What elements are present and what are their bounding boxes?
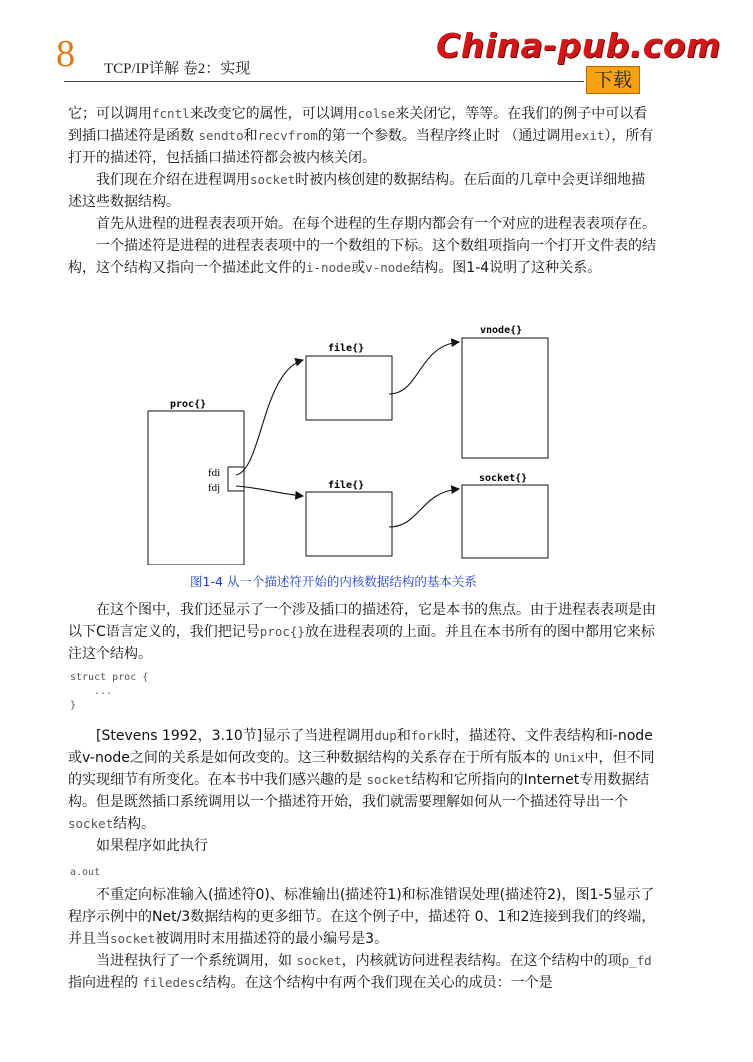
text-run: 指向进程的 <box>68 975 143 991</box>
fd-slot <box>228 467 244 491</box>
code-identifier: exit <box>574 128 605 143</box>
code-identifier: fcntl <box>152 106 190 121</box>
code-identifier: recvfrom <box>257 128 318 143</box>
page-number: 8 <box>56 33 75 75</box>
paragraph-1 <box>68 103 656 169</box>
fdj-label: fdj <box>208 482 221 494</box>
china-pub-logo[interactable]: China-pub.com <box>436 26 721 65</box>
text-block-end <box>68 884 656 994</box>
text-run: 结构。图1-4说明了这种关系。 <box>410 260 602 276</box>
code-identifier: p_fd <box>621 953 652 968</box>
text-run: 在这个图中，我们还显示了一个涉及插口的描述符，它是本书的焦点。由于进程表表项是由以下C语言定义的，我们把记号 <box>68 602 656 640</box>
code-identifier: socket <box>366 772 412 787</box>
code-identifier: socket <box>110 931 156 946</box>
text-run: 它；可以调用 <box>68 106 152 122</box>
text-run: 和 <box>396 728 411 744</box>
text-run: 一个描述符是进程的进程表表项中的一个数组的下标。这个数组项指向一个打开文件表的结构，这个结构又指向一个描述此文件的 <box>68 238 656 276</box>
arrow-fdj-to-file <box>236 486 303 496</box>
text-run: 我们现在介绍在进程调用 <box>96 172 250 188</box>
text-run: 来改变它的属性，可以调用 <box>189 106 358 122</box>
paragraph-7: 如果程序如此执行 <box>96 838 208 854</box>
socket-label: socket{} <box>479 473 528 484</box>
text-run: 当进程执行了一个系统调用，如 <box>96 953 297 969</box>
code-identifier: fork <box>410 728 441 743</box>
text-run: 和 <box>243 128 258 144</box>
running-head: TCP/IP详解 卷2：实现 <box>104 61 251 77</box>
code-identifier: sendto <box>198 128 244 143</box>
file-box-bottom <box>306 492 392 556</box>
text-run: ，内核就访问进程表结构。在这个结构中的项 <box>341 953 622 969</box>
text-run: 放在进程表项的上面。并且在本书所有的图中都用它来标注这个结构。 <box>68 624 655 662</box>
text-run: 结构。在这个结构中有两个我们现在关心的成员：一个是 <box>202 975 553 991</box>
text-run: 时，描述符、文件表结构和i-node或v-node之间的关系是如何改变的。这三种数据结构的关系存在于所有版本的 <box>68 728 653 766</box>
paragraph-3: 首先从进程的进程表表项开始。在每个进程的生存期内都会有一个对应的进程表表项存在。 <box>96 216 656 232</box>
arrow-fdi-to-file <box>236 360 303 475</box>
code-a-out: a.out <box>70 867 101 878</box>
vnode-box <box>462 338 548 458</box>
code-identifier: socket <box>296 953 342 968</box>
text-run: 或 <box>351 260 366 276</box>
header-rule <box>64 81 584 82</box>
text-run: 不重定向标准输入(描述符0)、标准输出(描述符1)和标准错误处理(描述符2)，图1-5显示了程序示例中的Net/3数据结构的更多细节。在这个例子中，描述符 0、1和2连接到我们的终端，并且当 <box>68 887 656 947</box>
text-block-bottom <box>68 725 656 857</box>
code-identifier: socket <box>68 816 114 831</box>
text-run: ），所有打开的描述符，包括插口描述符都会被内核关闭。 <box>68 128 654 166</box>
paragraph-8 <box>68 884 656 950</box>
vnode-label: vnode{} <box>480 325 523 336</box>
paragraph-9 <box>68 950 656 994</box>
proc-label: proc{} <box>170 399 207 410</box>
code-identifier: Unix <box>554 750 585 765</box>
code-identifier: filedesc <box>142 975 203 990</box>
paragraph-4 <box>68 235 656 279</box>
code-identifier: socket <box>250 172 296 187</box>
code-struct-proc: struct proc { ... } <box>70 672 149 711</box>
arrow-file-to-vnode <box>389 342 459 394</box>
text-block-top <box>68 103 656 279</box>
paragraph-5-block <box>68 599 656 665</box>
text-run: 结构和它所指向的Internet专用数据结构。但是既然插口系统调用以一个描述符开始，我们就需要理解如何从一个描述符导出一个 <box>68 772 650 810</box>
file-box-top <box>306 356 392 420</box>
paragraph-2 <box>68 169 656 213</box>
text-run: 被调用时末用描述符的最小编号是3。 <box>155 931 389 947</box>
text-run: 结构。 <box>113 816 156 832</box>
code-identifier: colse <box>357 106 396 121</box>
file-bottom-label: file{} <box>328 480 365 491</box>
fdi-label: fdi <box>208 467 221 479</box>
arrow-file-to-socket <box>389 489 459 527</box>
text-run: 来关闭它，等等。在我们的例子中可以看到插口描述符是函数 <box>68 106 648 144</box>
file-top-label: file{} <box>328 343 365 354</box>
text-run: 时被内核创建的数据结构。在后面的几章中会更详细地描述这些数据结构。 <box>68 172 646 210</box>
download-badge[interactable]: 下载 <box>586 66 640 94</box>
figure-1-4 <box>140 320 570 565</box>
paragraph-6 <box>68 725 656 835</box>
paragraph-5 <box>68 599 656 665</box>
text-run: 的第一个参数。当程序终止时 （通过调用 <box>317 128 575 144</box>
text-run: 中，但不同的实现细节有所变化。在本书中我们感兴趣的是 <box>68 750 655 788</box>
figure-caption: 图1-4 从一个描述符开始的内核数据结构的基本关系 <box>190 574 477 589</box>
code-identifier: v-node <box>365 260 411 275</box>
text-run: [Stevens 1992，3.10节]显示了当进程调用 <box>96 728 375 744</box>
socket-box <box>462 485 548 558</box>
code-identifier: proc{} <box>259 624 305 639</box>
code-identifier: dup <box>374 728 397 743</box>
code-identifier: i-node <box>306 260 352 275</box>
